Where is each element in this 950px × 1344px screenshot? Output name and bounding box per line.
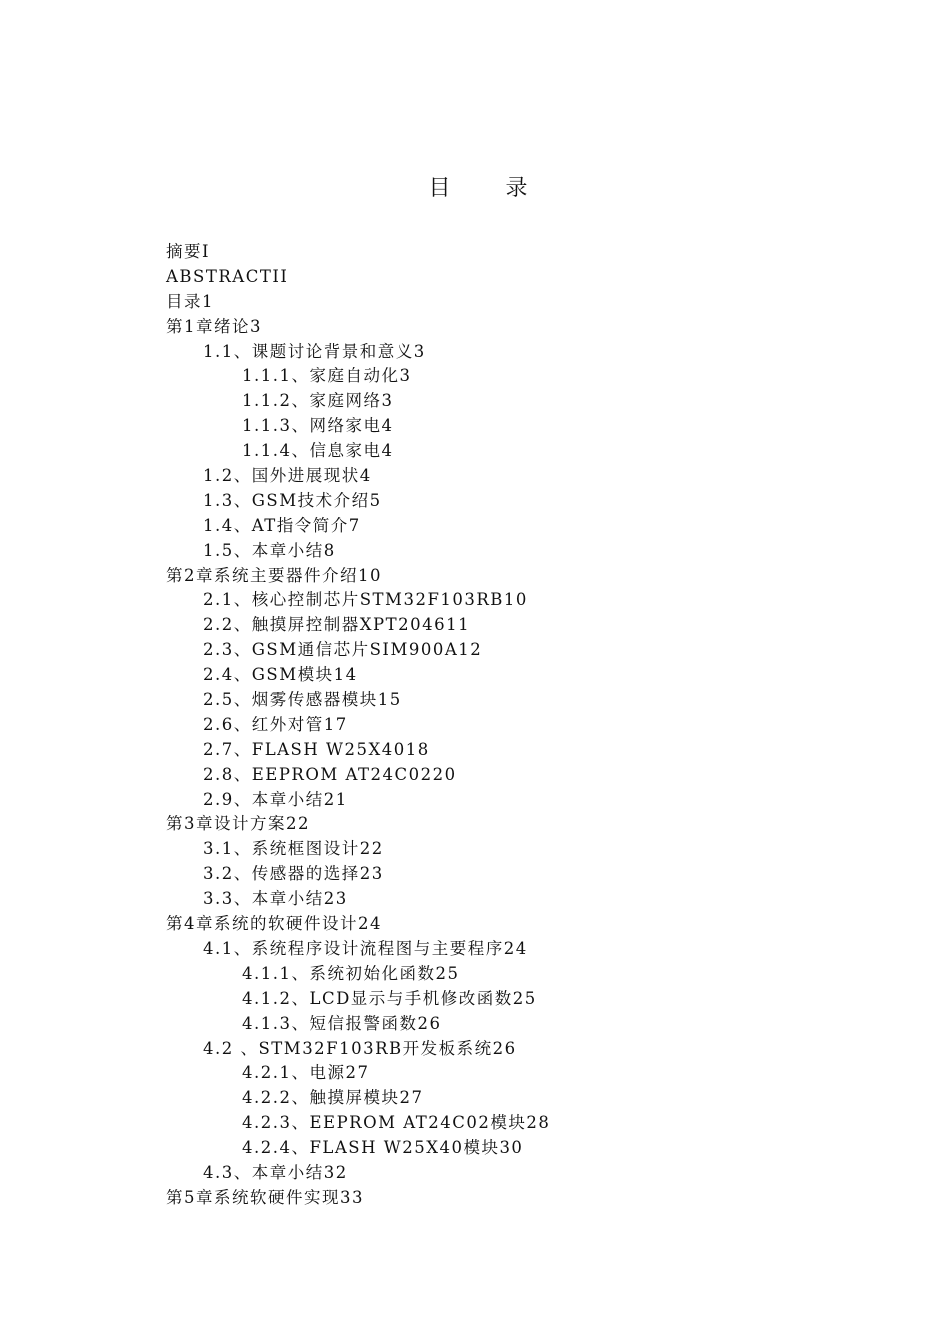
toc-entry[interactable]: 4.1.3、短信报警函数26 xyxy=(242,1013,442,1033)
toc-entry[interactable]: 1.1.4、信息家电4 xyxy=(242,441,394,461)
toc-entry[interactable]: 2.7、FLASH W25X4018 xyxy=(203,739,430,759)
toc-entry[interactable]: 3.3、本章小结23 xyxy=(203,889,348,909)
toc-entry[interactable]: 2.8、EEPROM AT24C0220 xyxy=(203,764,457,784)
toc-entry[interactable]: 第2章系统主要器件介绍10 xyxy=(166,565,382,585)
toc-entry[interactable]: 3.2、传感器的选择23 xyxy=(203,864,384,884)
table-of-contents xyxy=(166,240,866,1211)
toc-entry[interactable]: 4.2.4、FLASH W25X40模块30 xyxy=(242,1138,524,1158)
toc-entry[interactable]: 4.3、本章小结32 xyxy=(203,1162,348,1182)
page-title: 目 录 xyxy=(428,176,552,201)
toc-entry[interactable]: 4.2.1、电源27 xyxy=(242,1063,370,1083)
toc-entry[interactable]: 摘要I xyxy=(166,242,211,261)
toc-entry[interactable]: 目录1 xyxy=(166,291,214,311)
toc-entry[interactable]: 4.1.2、LCD显示与手机修改函数25 xyxy=(242,988,537,1008)
toc-entry[interactable]: 1.1.1、家庭自动化3 xyxy=(242,366,412,386)
toc-entry[interactable]: 1.1、课题讨论背景和意义3 xyxy=(203,341,426,361)
toc-entry[interactable]: 4.1.1、系统初始化函数25 xyxy=(242,963,460,983)
toc-entry[interactable]: 第5章系统软硬件实现33 xyxy=(166,1187,364,1207)
toc-entry[interactable]: 2.1、核心控制芯片STM32F103RB10 xyxy=(203,590,528,610)
toc-entry[interactable]: 2.5、烟雾传感器模块15 xyxy=(203,690,402,710)
toc-entry[interactable]: 4.1、系统程序设计流程图与主要程序24 xyxy=(203,938,528,958)
toc-entry[interactable]: 1.4、AT指令简介7 xyxy=(203,515,361,535)
toc-entry[interactable]: 第3章设计方案22 xyxy=(166,814,310,834)
toc-entry[interactable]: 2.4、GSM模块14 xyxy=(203,665,358,685)
toc-entry[interactable]: 第4章系统的软硬件设计24 xyxy=(166,914,382,934)
toc-entry[interactable]: 1.3、GSM技术介绍5 xyxy=(203,490,382,510)
toc-entry[interactable]: 第1章绪论3 xyxy=(166,316,262,336)
toc-entry[interactable]: 4.2.3、EEPROM AT24C02模块28 xyxy=(242,1113,551,1133)
toc-entry[interactable]: 2.3、GSM通信芯片SIM900A12 xyxy=(203,640,483,660)
toc-entry[interactable]: 4.2.2、触摸屏模块27 xyxy=(242,1088,424,1108)
toc-entry[interactable]: 1.5、本章小结8 xyxy=(203,540,336,560)
toc-entry[interactable]: 3.1、系统框图设计22 xyxy=(203,839,384,859)
toc-entry[interactable]: 2.9、本章小结21 xyxy=(203,789,348,809)
toc-entry[interactable]: 1.1.2、家庭网络3 xyxy=(242,391,394,411)
toc-entry[interactable]: 2.2、触摸屏控制器XPT204611 xyxy=(203,615,471,635)
toc-entry[interactable]: 2.6、红外对管17 xyxy=(203,714,348,734)
toc-entry[interactable]: 1.2、国外进展现状4 xyxy=(203,466,372,486)
toc-entry[interactable]: 1.1.3、网络家电4 xyxy=(242,416,394,436)
toc-entry[interactable]: ABSTRACTII xyxy=(166,266,289,286)
toc-entry[interactable]: 4.2 、STM32F103RB开发板系统26 xyxy=(203,1038,517,1058)
